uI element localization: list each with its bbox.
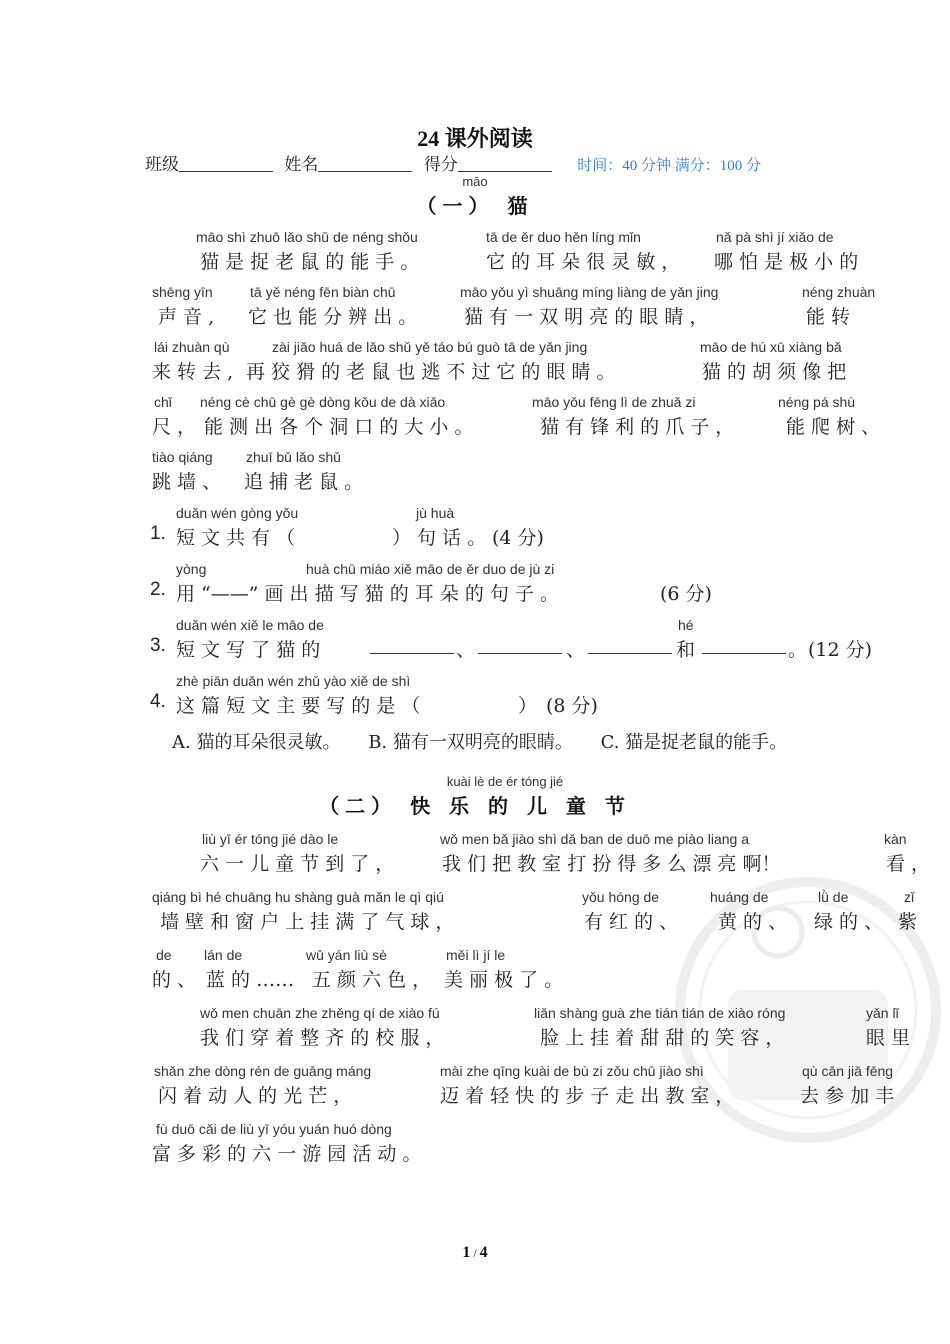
- pinyin-segment: tiào qiáng: [152, 449, 213, 465]
- hanzi-segment: 有 红 的 、: [584, 911, 679, 933]
- separator: 、: [566, 639, 586, 661]
- passage1-line-2: [0, 284, 950, 330]
- pinyin-segment: de: [156, 947, 172, 963]
- pinyin-segment: néng zhuàn: [802, 284, 876, 300]
- question-4-options: [172, 728, 787, 754]
- current-page: 1: [462, 1244, 471, 1261]
- question-score: (8 分): [546, 695, 598, 717]
- name-blank[interactable]: [318, 155, 412, 172]
- question-3: [0, 617, 950, 663]
- hanzi-segment: 眼 里: [866, 1027, 911, 1049]
- pinyin-segment: kàn: [884, 831, 907, 847]
- pinyin-segment: zài jiǎo huá de lǎo shǔ yě táo bú guò tā de yǎn jing: [272, 339, 588, 355]
- hanzi-segment: 来 转 去 ,: [152, 361, 234, 383]
- passage2-line-1: [0, 831, 950, 877]
- pinyin-segment: zǐ: [904, 889, 915, 905]
- hanzi-segment: 追 捕 老 鼠 。: [244, 471, 364, 493]
- hanzi-segment: 六 一 儿 童 节 到 了 ，: [200, 853, 395, 875]
- pinyin-segment: jù huà: [416, 505, 455, 521]
- hanzi-segment: 墙 壁 和 窗 户 上 挂 满 了 气 球 ，: [160, 911, 455, 933]
- question-1: [0, 505, 950, 551]
- hanzi-segment: 能 转: [806, 306, 851, 328]
- question-text: ）: [518, 695, 538, 717]
- question-text: 短 文 写 了 猫 的: [176, 639, 321, 661]
- passage2-line-5: [0, 1063, 950, 1109]
- pinyin-segment: māo de hú xū xiàng bǎ: [700, 339, 842, 355]
- hanzi-segment: 紫: [898, 911, 918, 933]
- answer-blank-2[interactable]: [478, 635, 562, 657]
- pinyin-segment: wǒ men bǎ jiào shì dǎ ban de duō me piào liang a: [440, 831, 749, 847]
- score-blank[interactable]: [458, 155, 552, 172]
- time-score-note: 时间：40 分钟 满分：100 分: [577, 158, 761, 174]
- passage1-line-5: [0, 449, 950, 495]
- pinyin-segment: zhè piān duǎn wén zhǔ yào xiě de shì: [176, 673, 411, 689]
- hanzi-segment: 声 音 ,: [158, 306, 215, 328]
- pinyin-segment: huáng de: [710, 889, 769, 905]
- pinyin-segment: hé: [678, 617, 694, 633]
- hanzi-segment: 蓝 的 ……: [206, 969, 295, 991]
- passage1-line-1: [0, 229, 950, 275]
- hanzi-segment: 黄 的 、: [718, 911, 788, 933]
- hanzi-segment: 再 狡 猾 的 老 鼠 也 逃 不 过 它 的 眼 睛 。: [246, 361, 616, 383]
- pinyin-segment: duǎn wén gòng yǒu: [176, 505, 299, 521]
- hanzi-segment: 能 爬 树 、: [786, 416, 881, 438]
- student-info-row: [145, 150, 761, 175]
- total-pages: 4: [479, 1244, 488, 1261]
- question-score: (4 分): [492, 527, 544, 549]
- pinyin-segment: nǎ pà shì jí xiǎo de: [716, 229, 834, 245]
- page-title: 24 课外阅读: [417, 126, 533, 151]
- passage1-line-3: [0, 339, 950, 385]
- class-label: 班级: [145, 155, 179, 175]
- pinyin-segment: měi lì jí le: [446, 947, 506, 963]
- pinyin-segment: lǜ de: [818, 889, 849, 905]
- pinyin-segment: yǎn lǐ: [866, 1005, 899, 1021]
- pinyin-segment: néng pá shù: [778, 394, 856, 410]
- answer-blank-3[interactable]: [588, 635, 672, 657]
- page-number: 1 / 4: [462, 1244, 488, 1261]
- hanzi-segment: 能 测 出 各 个 洞 口 的 大 小 。: [204, 416, 474, 438]
- hanzi-segment: 猫 有 一 双 明 亮 的 眼 睛 ，: [464, 306, 709, 328]
- pinyin-segment: wǒ men chuān zhe zhěng qí de xiào fú: [200, 1005, 440, 1021]
- section1-heading: [0, 174, 950, 219]
- option-c[interactable]: C. 猫是捉老鼠的能手。: [600, 732, 788, 753]
- pinyin-segment: qù cān jiā fēng: [802, 1063, 894, 1079]
- pinyin-segment: shǎn zhe dòng rén de guāng máng: [154, 1063, 372, 1079]
- question-score: (6 分): [660, 583, 712, 605]
- question-text: ） 句 话 。: [392, 527, 487, 549]
- question-text: 这 篇 短 文 主 要 写 的 是 （: [176, 695, 421, 717]
- pinyin-segment: liù yī ér tóng jié dào le: [202, 831, 339, 847]
- pinyin-segment: yòng: [176, 561, 207, 577]
- hanzi-segment: 猫 的 胡 须 像 把: [702, 361, 847, 383]
- pinyin-segment: chǐ: [154, 394, 172, 410]
- pinyin-segment: néng cè chū gè gè dòng kǒu de dà xiǎo: [200, 394, 446, 410]
- question-text: 用 “——” 画 出 描 写 猫 的 耳 朵 的 句 子 。: [176, 583, 559, 605]
- question-number: 3.: [150, 635, 166, 656]
- pinyin-segment: tā yě néng fēn biàn chū: [250, 284, 396, 300]
- hanzi-segment: 我 们 把 教 室 打 扮 得 多 么 漂 亮 啊！: [442, 853, 781, 875]
- hanzi-segment: 的 、: [152, 969, 197, 991]
- option-b[interactable]: B. 猫有一双明亮的眼睛。: [368, 732, 573, 753]
- hanzi-segment: 脸 上 挂 着 甜 甜 的 笑 容 ，: [540, 1027, 785, 1049]
- pinyin-segment: qiáng bì hé chuāng hu shàng guà mǎn le qì qiú: [152, 889, 444, 905]
- pinyin-segment: lán de: [204, 947, 243, 963]
- hanzi-segment: 富 多 彩 的 六 一 游 园 活 动 。: [152, 1143, 422, 1165]
- pinyin-segment: māo shì zhuō lǎo shǔ de néng shǒu: [196, 229, 418, 245]
- answer-blank-1[interactable]: [370, 635, 454, 657]
- hanzi-segment: 美 丽 极 了 。: [444, 969, 564, 991]
- section1-heading-text: （一） 猫: [416, 194, 534, 218]
- hanzi-segment: 它 的 耳 朵 很 灵 敏 ，: [486, 251, 681, 273]
- pinyin-segment: shēng yīn: [152, 284, 213, 300]
- pinyin-segment: fù duō cǎi de liù yī yóu yuán huó dòng: [156, 1121, 392, 1137]
- pinyin-segment: lái zhuàn qù: [154, 339, 230, 355]
- question-2: [0, 561, 950, 607]
- pinyin-segment: māo yǒu fēng lì de zhuǎ zi: [532, 394, 696, 410]
- name-label: 姓名: [284, 155, 319, 175]
- section2-heading: [0, 774, 950, 819]
- pinyin-segment: huà chū miáo xiě māo de ěr duo de jù zi: [306, 561, 555, 577]
- section2-heading-text: （二） 快 乐 的 儿 童 节: [319, 794, 631, 818]
- pinyin-segment: māo yǒu yì shuāng míng liàng de yǎn jing: [460, 284, 719, 300]
- question-text: 短 文 共 有 （: [176, 527, 296, 549]
- passage1-line-4: [0, 394, 950, 440]
- score-label: 得分: [423, 155, 458, 175]
- hanzi-segment: 哪 怕 是 极 小 的: [714, 251, 859, 273]
- hanzi-segment: 猫 是 捉 老 鼠 的 能 手 。: [200, 251, 420, 273]
- question-text: 和: [676, 639, 696, 661]
- option-a[interactable]: A. 猫的耳朵很灵敏。: [172, 732, 341, 753]
- pinyin-segment: zhuī bǔ lǎo shǔ: [246, 449, 341, 465]
- question-score: (12 分): [808, 639, 873, 661]
- hanzi-segment: 我 们 穿 着 整 齐 的 校 服 ，: [200, 1027, 445, 1049]
- passage2-line-6: [0, 1121, 950, 1167]
- pinyin-segment: duǎn wén xiě le māo de: [176, 617, 324, 633]
- question-4: [0, 673, 950, 719]
- section1-heading-pinyin: māo: [462, 174, 488, 189]
- question-number: 2.: [150, 579, 166, 600]
- answer-blank-4[interactable]: [702, 635, 786, 657]
- hanzi-segment: 跳 墙 、: [152, 471, 222, 493]
- pinyin-segment: liǎn shàng guà zhe tián tián de xiào róng: [534, 1005, 786, 1021]
- hanzi-segment: 去 参 加 丰: [800, 1085, 895, 1107]
- question-number: 1.: [150, 523, 166, 544]
- question-number: 4.: [150, 691, 166, 712]
- pinyin-segment: wǔ yán liù sè: [306, 947, 387, 963]
- pinyin-segment: tā de ěr duo hěn líng mǐn: [486, 229, 641, 245]
- passage2-line-2: [0, 889, 950, 935]
- hanzi-segment: 闪 着 动 人 的 光 芒 ，: [158, 1085, 353, 1107]
- hanzi-segment: 它 也 能 分 辨 出 。: [248, 306, 418, 328]
- hanzi-segment: 尺 ，: [152, 416, 197, 438]
- pinyin-segment: mài zhe qīng kuài de bù zi zǒu chū jiào shì: [440, 1063, 704, 1079]
- class-blank[interactable]: [179, 155, 273, 172]
- pinyin-segment: yǒu hóng de: [582, 889, 660, 905]
- section2-heading-pinyin: kuài lè de ér tóng jié: [446, 774, 564, 789]
- hanzi-segment: 绿 的 、: [814, 911, 884, 933]
- hanzi-segment: 看 ，: [886, 853, 931, 875]
- separator: 、: [456, 639, 476, 661]
- hanzi-segment: 迈 着 轻 快 的 步 子 走 出 教 室 ，: [440, 1085, 735, 1107]
- passage2-line-4: [0, 1005, 950, 1051]
- hanzi-segment: 猫 有 锋 利 的 爪 子 ，: [540, 416, 735, 438]
- question-text: 。: [788, 639, 808, 661]
- passage2-line-3: [0, 947, 950, 993]
- hanzi-segment: 五 颜 六 色 ，: [312, 969, 432, 991]
